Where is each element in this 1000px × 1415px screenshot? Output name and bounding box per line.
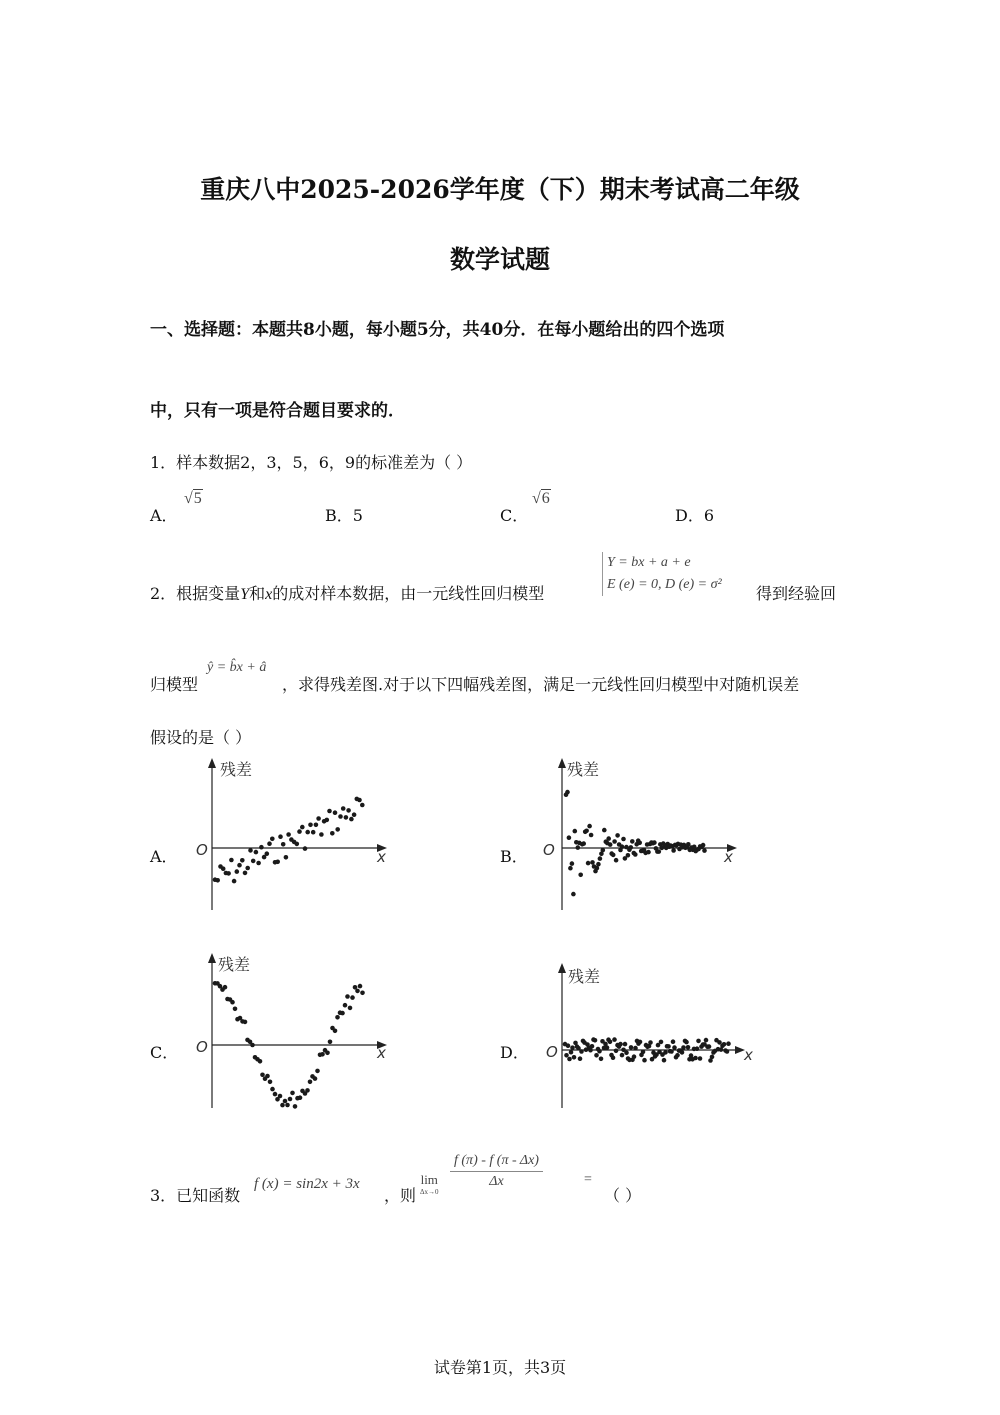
residual-point — [671, 1039, 676, 1044]
residual-point — [633, 852, 638, 857]
residual-point — [725, 1049, 730, 1054]
q2-plot-c — [190, 950, 400, 1112]
residual-point — [626, 853, 631, 858]
residual-point — [328, 1040, 333, 1045]
residual-point — [666, 1044, 671, 1049]
q2-system-line1: Y = bx + a + e — [607, 555, 691, 570]
residual-point — [316, 816, 321, 821]
q1-option-a — [150, 503, 178, 526]
q2-plot-c-letter: C． — [150, 1043, 179, 1062]
residual-point — [298, 1095, 303, 1100]
residual-point — [284, 855, 289, 860]
residual-point — [663, 1050, 668, 1055]
residual-point — [597, 1049, 602, 1054]
plot-b-xlabel: x — [724, 848, 733, 866]
q2-stem-line1 — [150, 581, 544, 604]
residual-point — [572, 1055, 577, 1060]
plot-c-y-arrow — [208, 953, 216, 963]
residual-point — [684, 1040, 689, 1045]
q1-stem: 1．样本数据2，3，5，6，9的标准差为（ ） — [150, 453, 473, 472]
q2-stem-c: 的成对样本数据，由一元线性回归模型 — [272, 584, 545, 603]
plot-d-origin: O — [546, 1043, 558, 1061]
plot-a-ylabel: 残差 — [220, 760, 253, 779]
residual-point — [571, 892, 576, 897]
residual-point — [596, 862, 601, 867]
q3-lim-sub: Δx→0 — [420, 1188, 439, 1196]
residual-point — [330, 831, 335, 836]
residual-point — [315, 1069, 320, 1074]
residual-point — [578, 1056, 583, 1061]
residual-point — [314, 823, 319, 828]
residual-point — [240, 858, 245, 863]
q3-limit — [420, 1172, 439, 1196]
residual-point — [586, 861, 591, 866]
q2-plot-a — [190, 755, 400, 915]
residual-point — [283, 1099, 288, 1104]
residual-point — [707, 1044, 712, 1049]
residual-point — [624, 1051, 629, 1056]
residual-point — [343, 1003, 348, 1008]
plot-b-y-arrow — [558, 758, 566, 768]
residual-point — [290, 1091, 295, 1096]
residual-point — [641, 1050, 646, 1055]
residual-point — [229, 858, 234, 863]
residual-point — [648, 1040, 653, 1045]
residual-point — [288, 1097, 293, 1102]
residual-point — [621, 837, 626, 842]
residual-point — [355, 989, 360, 994]
residual-point — [230, 1000, 235, 1005]
residual-point — [258, 1059, 263, 1064]
residual-point — [593, 1038, 598, 1043]
residual-point — [646, 850, 651, 855]
q3-numerator: f (π) - f (π - Δx) — [450, 1153, 543, 1172]
q2-plot-d — [540, 960, 755, 1112]
residual-point — [280, 1103, 285, 1108]
residual-point — [344, 815, 349, 820]
residual-point — [341, 806, 346, 811]
residual-point — [608, 842, 613, 847]
residual-point — [360, 991, 365, 996]
residual-point — [235, 869, 240, 874]
residual-point — [611, 853, 616, 858]
residual-point — [671, 848, 676, 853]
residual-point — [594, 1053, 599, 1058]
residual-point — [278, 834, 283, 839]
q2-empirical-model: ŷ = b̂x + â — [207, 660, 267, 675]
residual-point — [570, 861, 575, 866]
residual-point — [564, 1053, 569, 1058]
plot-c-ylabel: 残差 — [218, 955, 251, 974]
residual-point — [243, 1020, 248, 1025]
residual-point — [327, 809, 332, 814]
residual-point — [672, 1045, 677, 1050]
residual-point — [570, 1045, 575, 1050]
residual-point — [305, 830, 310, 835]
residual-point — [704, 1038, 709, 1043]
residual-point — [221, 866, 226, 871]
residual-point — [693, 1056, 698, 1061]
residual-point — [675, 1053, 680, 1058]
residual-point — [357, 798, 362, 803]
residual-point — [620, 1053, 625, 1058]
residual-point — [695, 1046, 700, 1051]
residual-point — [620, 844, 625, 849]
residual-point — [251, 859, 256, 864]
residual-point — [335, 827, 340, 832]
residual-point — [313, 1076, 318, 1081]
residual-point — [260, 1073, 265, 1078]
residual-point — [701, 843, 706, 848]
residual-point — [358, 984, 363, 989]
residual-point — [605, 1045, 610, 1050]
residual-point — [702, 848, 707, 853]
plot-d-y-arrow — [558, 963, 566, 973]
q3-blank: （ ） — [604, 1186, 642, 1205]
residual-point — [637, 841, 642, 846]
residual-point — [273, 1092, 278, 1097]
q1-option-c-value: √6 — [532, 490, 550, 507]
residual-point — [237, 863, 242, 868]
residual-point — [632, 1054, 637, 1059]
q1-option-c — [500, 503, 528, 526]
residual-point — [265, 1074, 270, 1079]
residual-point — [590, 860, 595, 865]
q2-line2-b: ，求得残差图.对于以下四幅残差图，满足一元线性回归模型中对随机误差 — [282, 675, 800, 694]
residual-point — [629, 845, 634, 850]
plot-a-y-arrow — [208, 758, 216, 768]
residual-point — [680, 1050, 685, 1055]
q2-line3: 假设的是（ ） — [150, 728, 252, 747]
residual-point — [606, 836, 611, 841]
q1-option-d-value: 6 — [703, 506, 715, 525]
q2-var-x: x — [265, 586, 273, 603]
residual-point — [630, 839, 635, 844]
residual-point — [256, 861, 261, 866]
residual-point — [338, 814, 343, 819]
residual-point — [293, 1104, 298, 1109]
q2-stem-d: 得到经验回 — [756, 584, 837, 603]
residual-point — [629, 1045, 634, 1050]
residual-point — [587, 824, 592, 829]
residual-point — [245, 866, 250, 871]
residual-point — [346, 808, 351, 813]
q2-plot-d-letter: D． — [500, 1043, 529, 1062]
residual-point — [333, 810, 338, 815]
residual-point — [599, 1057, 604, 1062]
residual-point — [669, 1049, 674, 1054]
residual-point — [573, 829, 578, 834]
residual-point — [696, 1039, 701, 1044]
residual-point — [686, 1045, 691, 1050]
q2-var-y: Y — [240, 586, 250, 603]
residual-point — [578, 873, 583, 878]
residual-point — [254, 850, 259, 855]
residual-point — [348, 1006, 353, 1011]
residual-point — [285, 1103, 290, 1108]
plot-b-origin: O — [543, 841, 555, 859]
residual-point — [300, 825, 305, 830]
residual-point — [659, 1040, 664, 1045]
residual-point — [612, 839, 617, 844]
residual-point — [567, 1057, 572, 1062]
residual-point — [652, 840, 657, 845]
residual-point — [270, 837, 275, 842]
q2-stem-a: 2．根据变量 — [150, 584, 241, 603]
q2-stem-b: 和 — [249, 584, 266, 603]
residual-point — [286, 832, 291, 837]
residual-point — [615, 833, 620, 838]
residual-point — [250, 1043, 255, 1048]
q1-option-c-letter: C． — [500, 506, 529, 525]
residual-point — [311, 830, 316, 835]
q1-option-d — [675, 503, 714, 526]
plot-a-origin: O — [196, 841, 208, 859]
plot-d-xlabel: x — [744, 1046, 753, 1064]
residual-point — [308, 823, 313, 828]
section-heading-line1: 一、选择题：本题共8小题，每小题5分，共40分．在每小题给出的四个选项 — [150, 320, 725, 340]
q2-system-line2: E (e) = 0, D (e) = σ² — [607, 577, 722, 592]
q2-plot-b — [540, 755, 750, 915]
residual-point — [726, 1041, 731, 1046]
q1-option-b-letter: B． — [325, 506, 353, 525]
q1-option-c-radicand: 6 — [541, 490, 550, 507]
residual-point — [722, 1042, 727, 1047]
residual-point — [611, 1055, 616, 1060]
residual-point — [598, 856, 603, 861]
q1-option-a-value: √5 — [184, 490, 202, 507]
residual-point — [360, 803, 365, 808]
residual-point — [349, 817, 354, 822]
residual-point — [579, 1049, 584, 1054]
residual-point — [268, 1080, 273, 1085]
residual-point — [350, 995, 355, 1000]
plot-c-xlabel: x — [377, 1044, 386, 1062]
residual-point — [215, 878, 220, 883]
residual-point — [232, 879, 237, 884]
q3-fraction — [450, 1153, 543, 1190]
residual-point — [589, 833, 594, 838]
residual-point — [345, 994, 350, 999]
residual-point — [226, 871, 231, 876]
exam-title: 重庆八中2025-2026学年度（下）期末考试高二年级 — [200, 175, 800, 204]
residual-point — [633, 1046, 638, 1051]
residual-point — [623, 1042, 628, 1047]
q3-lim: lim — [420, 1172, 438, 1187]
residual-point — [308, 1080, 313, 1085]
q1-option-b — [325, 503, 363, 526]
residual-point — [681, 1045, 686, 1050]
q1-option-b-value: 5 — [352, 506, 363, 525]
residual-point — [642, 1058, 647, 1063]
plot-d-ylabel: 残差 — [568, 967, 601, 986]
residual-point — [566, 1043, 571, 1048]
q1-option-a-letter: A． — [150, 506, 178, 525]
residual-point — [581, 841, 586, 846]
residual-point — [259, 845, 264, 850]
residual-point — [576, 845, 581, 850]
residual-point — [267, 841, 272, 846]
residual-point — [325, 818, 330, 823]
residual-point — [602, 828, 607, 833]
page-footer: 试卷第1页，共3页 — [433, 1358, 567, 1377]
q3-equals: = — [584, 1172, 592, 1187]
residual-point — [278, 1094, 283, 1099]
residual-point — [618, 1042, 623, 1047]
residual-point — [305, 1088, 310, 1093]
residual-point — [275, 860, 280, 865]
exam-subtitle: 数学试题 — [449, 245, 550, 274]
residual-point — [319, 832, 324, 837]
residual-point — [297, 829, 302, 834]
plot-a-points — [213, 797, 365, 884]
residual-point — [295, 842, 300, 847]
section-heading-line2: 中，只有一项是符合题目要求的． — [150, 401, 405, 421]
residual-point — [614, 858, 619, 863]
residual-point — [657, 849, 662, 854]
plot-b-ylabel: 残差 — [567, 760, 600, 779]
residual-point — [608, 1040, 613, 1045]
q2-model-system — [602, 552, 722, 596]
residual-point — [569, 1050, 574, 1055]
plot-a-xlabel: x — [377, 848, 386, 866]
residual-point — [601, 848, 606, 853]
residual-point — [335, 1015, 340, 1020]
residual-point — [325, 1051, 330, 1056]
residual-point — [265, 851, 270, 856]
residual-point — [340, 1011, 345, 1016]
residual-point — [333, 1029, 338, 1034]
plot-c-origin: O — [196, 1038, 208, 1056]
residual-point — [662, 1058, 667, 1063]
residual-point — [567, 835, 572, 840]
residual-point — [568, 866, 573, 871]
q3-stem-b: ，则 — [384, 1186, 417, 1205]
residual-point — [270, 1087, 275, 1092]
residual-point — [352, 812, 357, 817]
q1-option-d-letter: D． — [675, 506, 704, 525]
residual-point — [584, 829, 589, 834]
residual-point — [565, 790, 570, 795]
residual-point — [710, 1055, 715, 1060]
q2-line2-a: 归模型 — [150, 675, 199, 694]
q2-plot-a-letter: A． — [150, 847, 178, 866]
q3-function: f (x) = sin2x + 3x — [254, 1176, 360, 1192]
residual-point — [612, 1037, 617, 1042]
residual-point — [320, 1052, 325, 1057]
residual-point — [614, 1049, 619, 1054]
residual-point — [281, 842, 286, 847]
residual-point — [698, 1056, 703, 1061]
residual-point — [223, 985, 228, 990]
residual-point — [590, 1044, 595, 1049]
q2-plot-b-letter: B． — [500, 847, 528, 866]
residual-point — [303, 846, 308, 851]
q1-option-a-radicand: 5 — [193, 490, 202, 507]
plot-b-points — [564, 790, 707, 897]
residual-point — [233, 1007, 238, 1012]
q3-denominator: Δx — [489, 1174, 504, 1189]
residual-point — [243, 871, 248, 876]
residual-point — [248, 848, 253, 853]
residual-point — [638, 1040, 643, 1045]
q3-stem-a: 3．已知函数 — [150, 1186, 241, 1205]
